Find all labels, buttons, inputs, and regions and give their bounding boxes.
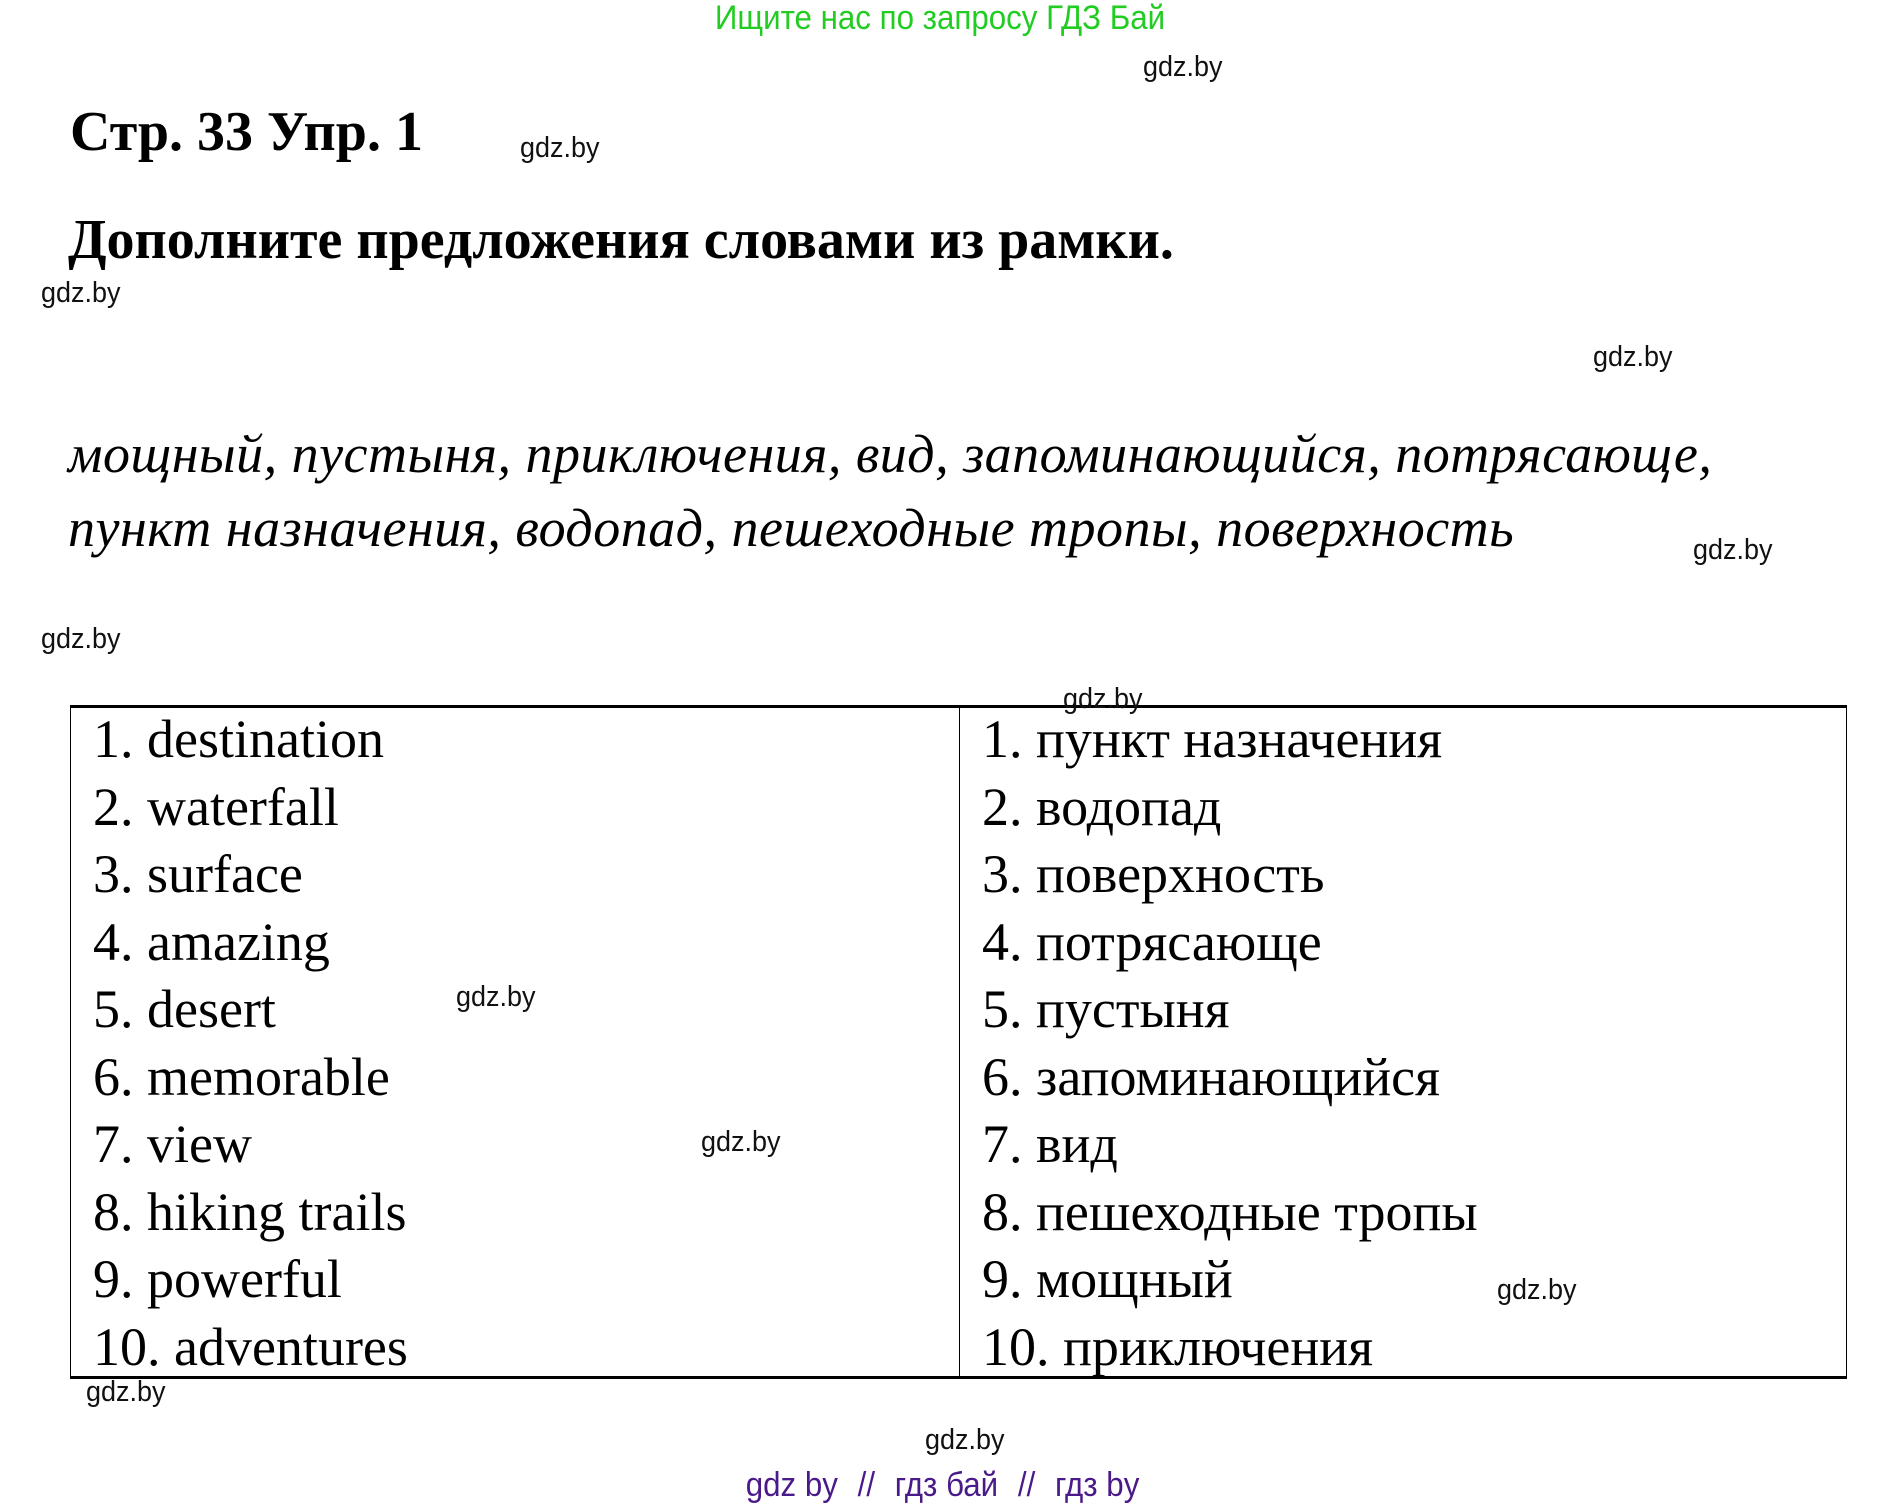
english-answer-row: 7. view [93, 1114, 252, 1174]
english-answer-row: 3. surface [93, 844, 303, 904]
english-answer-row: 2. waterfall [93, 776, 339, 837]
russian-answer-row: 6. запоминающийся [982, 1046, 1440, 1107]
footer-separator: // [1017, 1466, 1036, 1504]
watermark: gdz.by [86, 1376, 166, 1408]
russian-column [960, 708, 1846, 1376]
russian-answer-row: 7. вид [982, 1114, 1118, 1174]
russian-answer-row: 2. водопад [982, 776, 1222, 837]
footer-link-gdz-by-cyr[interactable]: гдз by [1055, 1466, 1140, 1504]
footer-links [78, 1465, 1808, 1505]
english-answer-row: 1. destination [93, 709, 384, 769]
footer-link-gdz-bai[interactable]: гдз бай [894, 1466, 999, 1504]
english-column [71, 708, 960, 1376]
watermark: gdz.by [41, 277, 121, 309]
word-box-line-2: пункт назначения, водопад, пешеходные тропы, поверхность [68, 498, 1515, 558]
watermark: gdz.by [520, 132, 600, 164]
russian-answer-row: 1. пункт назначения [982, 709, 1443, 769]
watermark: gdz.by [1063, 683, 1143, 715]
english-answer-row: 9. powerful [93, 1249, 342, 1309]
page-title: Стр. 33 Упр. 1 [70, 101, 423, 163]
watermark: gdz.by [41, 623, 121, 655]
russian-answer-row: 5. пустыня [982, 979, 1230, 1039]
watermark: gdz.by [456, 981, 536, 1013]
footer-separator: // [857, 1466, 876, 1504]
russian-answer-row: 9. мощный [982, 1249, 1233, 1309]
answer-table [70, 705, 1847, 1379]
exercise-instruction: Дополните предложения словами из рамки. [68, 209, 1174, 271]
english-answer-row: 4. amazing [93, 911, 330, 972]
russian-answer-row: 8. пешеходные тропы [982, 1181, 1478, 1242]
english-answer-row: 6. memorable [93, 1046, 390, 1107]
russian-answer-row: 10. приключения [982, 1316, 1374, 1377]
russian-answer-row: 3. поверхность [982, 844, 1325, 904]
watermark: gdz.by [1693, 534, 1773, 566]
english-answer-row: 8. hiking trails [93, 1181, 407, 1242]
watermark: gdz.by [1143, 51, 1223, 83]
watermark: gdz.by [1497, 1274, 1577, 1306]
search-hint-banner: Ищите нас по запросу ГДЗ Бай [714, 0, 1166, 37]
watermark: gdz.by [701, 1126, 781, 1158]
watermark: gdz.by [925, 1424, 1005, 1456]
english-answer-row: 10. adventures [93, 1316, 408, 1377]
word-box-line-1: мощный, пустыня, приключения, вид, запоминающийся, потрясающе, [68, 424, 1713, 484]
footer-link-gdz-by[interactable]: gdz by [745, 1466, 838, 1504]
watermark: gdz.by [1593, 341, 1673, 373]
russian-answer-row: 4. потрясающе [982, 911, 1322, 972]
english-answer-row: 5. desert [93, 979, 276, 1039]
